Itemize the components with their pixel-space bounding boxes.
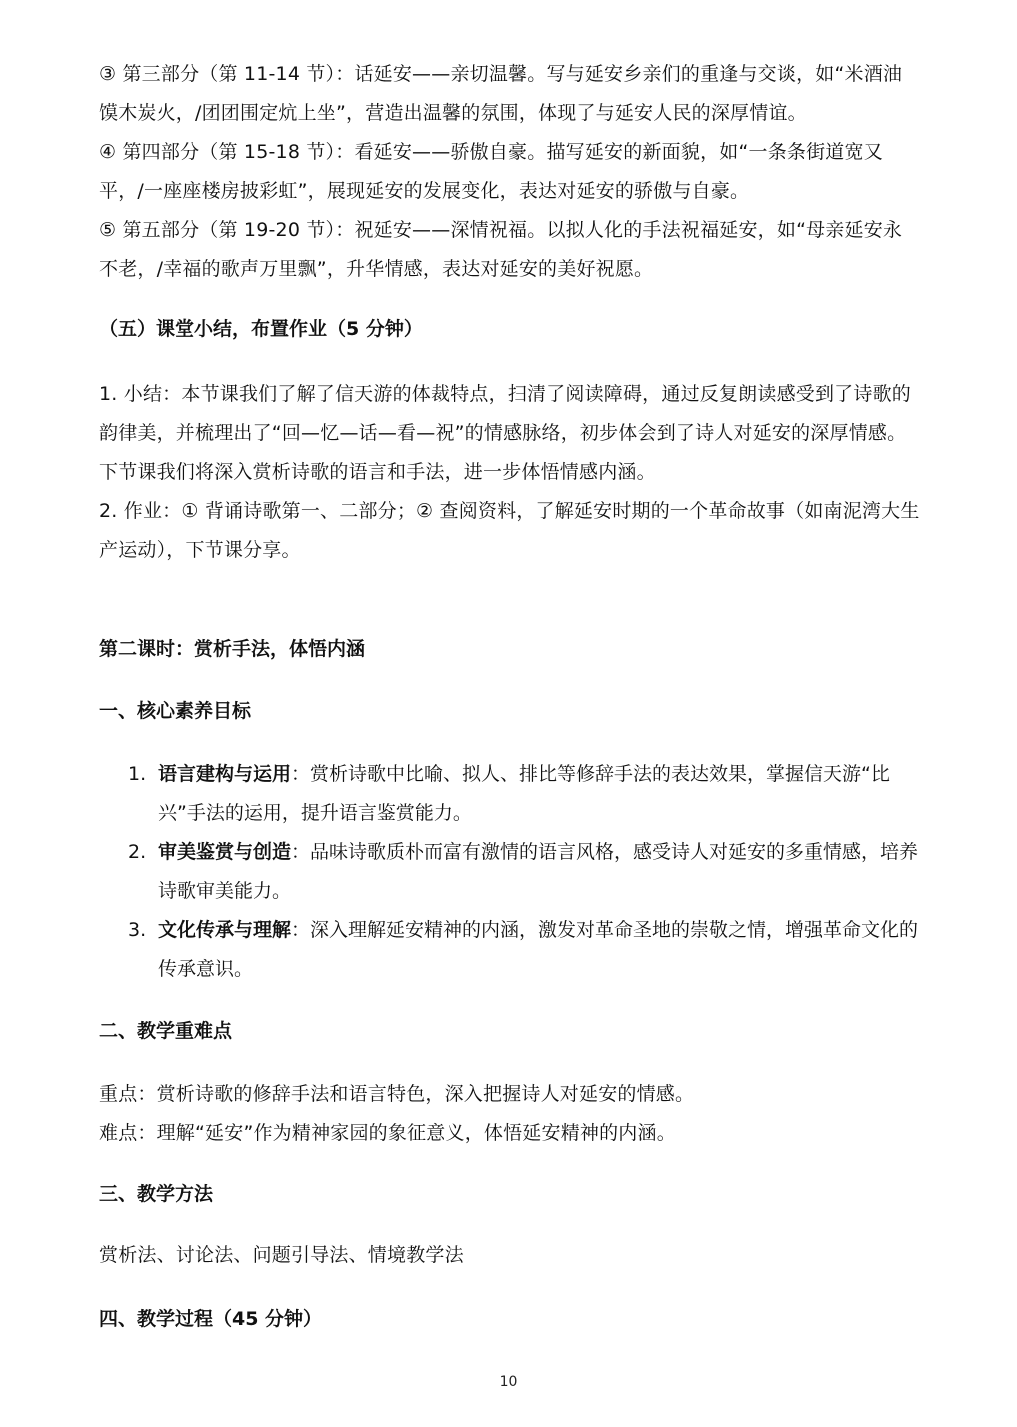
goal-item-1 — [99, 755, 921, 833]
goal-term: 审美鉴赏与创造 — [158, 841, 292, 863]
paragraph-homework: 2. 作业：① 背诵诗歌第一、二部分；② 查阅资料，了解延安时期的一个革命故事（如南泥湾大生产运动），下节课分享。 — [99, 500, 920, 561]
key-point: 重点：赏析诗歌的修辞手法和语言特色，深入把握诗人对延安的情感。 — [99, 1083, 695, 1105]
goal-text: ：品味诗歌质朴而富有激情的语言风格，感受诗人对延安的多重情感，培养诗歌审美能力。 — [158, 841, 919, 902]
goal-term: 语言建构与运用 — [158, 763, 292, 785]
key-points-heading: 二、教学重难点 — [99, 1020, 233, 1042]
goal-item-2 — [99, 833, 921, 911]
goal-item-3 — [99, 911, 921, 989]
goal-text: ：深入理解延安精神的内涵，激发对革命圣地的崇敬之情，增强革命文化的传承意识。 — [158, 919, 919, 980]
paragraph-summary: 1. 小结：本节课我们了解了信天游的体裁特点，扫清了阅读障碍，通过反复朗读感受到了诗歌的韵律美，并梳理出了“回—忆—话—看—祝”的情感脉络，初步体会到了诗人对延安的深厚情感。下节课我们将深入赏析诗歌的语言和手法，进一步体悟情感内涵。 — [99, 383, 911, 483]
goal-body — [158, 911, 921, 989]
goal-body — [158, 833, 921, 911]
methods-text: 赏析法、讨论法、问题引导法、情境教学法 — [99, 1244, 464, 1266]
goal-body — [158, 755, 921, 833]
difficulty: 难点：理解“延安”作为精神家园的象征意义，体悟延安精神的内涵。 — [99, 1122, 676, 1144]
section5-heading: （五）课堂小结，布置作业（5 分钟） — [99, 318, 423, 340]
paragraph-part4: ④ 第四部分（第 15-18 节）：看延安——骄傲自豪。描写延安的新面貌，如“一条条街道宽又平，/一座座楼房披彩虹”，展现延安的发展变化，表达对延安的骄傲与自豪。 — [99, 141, 883, 202]
goal-term: 文化传承与理解 — [158, 919, 292, 941]
goal-number: 3. — [128, 919, 147, 941]
paragraph-part3: ③ 第三部分（第 11-14 节）：话延安——亲切温馨。写与延安乡亲们的重逢与交谈，如“米酒油馍木炭火，/团团围定炕上坐”，营造出温馨的氛围，体现了与延安人民的深厚情谊。 — [99, 63, 903, 124]
paragraph-part5: ⑤ 第五部分（第 19-20 节）：祝延安——深情祝福。以拟人化的手法祝福延安，如“母亲延安永不老，/幸福的歌声万里飘”，升华情感，表达对延安的美好祝愿。 — [99, 219, 903, 280]
methods-heading: 三、教学方法 — [99, 1183, 214, 1205]
lesson2-title: 第二课时：赏析手法，体悟内涵 — [99, 638, 366, 660]
process-heading: 四、教学过程（45 分钟） — [99, 1308, 323, 1330]
goal-text: ：赏析诗歌中比喻、拟人、排比等修辞手法的表达效果，掌握信天游“比兴”手法的运用，提升语言鉴赏能力。 — [158, 763, 890, 824]
goals-heading: 一、核心素养目标 — [99, 700, 252, 722]
goal-number: 2. — [128, 841, 147, 863]
goal-number: 1. — [128, 763, 147, 785]
page-number: 10 — [499, 1374, 518, 1390]
